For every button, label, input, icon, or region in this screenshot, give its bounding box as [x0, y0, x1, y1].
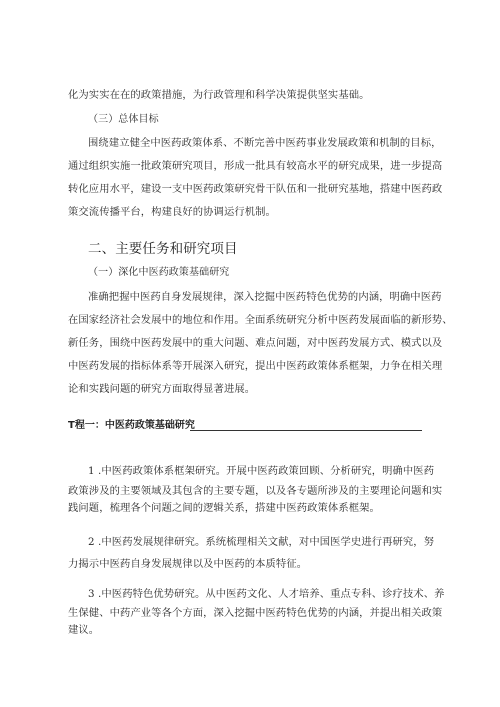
goal-line: 围绕建立健全中医药政策体系、不断完善中医药事业发展政策和机制的目标，	[88, 137, 442, 149]
project-underline	[190, 430, 422, 431]
section-3-title: （三）总体目标	[88, 114, 159, 125]
item-1-line: 1 .中医药政策体系框架研究。开展中医药政策回顾、分析研究，明确中医药	[88, 465, 435, 477]
section-heading: 二、主要任务和研究项目	[88, 241, 238, 257]
intro-tail-line: 化为实实在在的政策措施，为行政管理和科学决策提供坚实基础。	[68, 89, 370, 101]
item-3-line: 3 .中医药特色优势研究。从中医药文化、人才培养、重点专科、诊疗技术、养	[88, 588, 445, 600]
item-3-line: 生保健、中药产业等各个方面，深入挖掘中医药特色优势的内涵，并提出相关政策	[68, 607, 443, 619]
item-1-line: 践问题，梳理各个问题之间的逻辑关系，搭建中医药政策体系框架。	[68, 502, 380, 514]
body-line: 在国家经济社会发展中的地位和作用。全面系统研究分析中医药发展面临的新形势、	[68, 314, 453, 326]
item-3-line: 建议。	[68, 624, 100, 636]
item-2-line: 2 .中医药发展规律研究。系统梳理相关文献，对中国医学史进行再研究，努	[88, 536, 435, 548]
body-line: 中医药发展的指标体系等开展深入研究，提出中医药政策体系框架，力争在相关理	[68, 360, 443, 372]
body-line: 准确把握中医药自身发展规律，深入挖掘中医药特色优势的内涵，明确中医药	[88, 291, 442, 303]
body-line: 论和实践问题的研究方面取得显著进展。	[68, 383, 256, 395]
item-2-line: 力揭示中医药自身发展规律以及中医药的本质特征。	[68, 558, 308, 570]
goal-line: 通过组织实施一批政策研究项目，形成一批具有较高水平的研究成果，进一步提高	[68, 160, 443, 172]
body-line: 新任务，围绕中医药发展中的重大问题、难点问题，对中医药发展方式、模式以及	[68, 337, 443, 349]
subsection-title: （一）深化中医药政策基础研究	[88, 267, 230, 278]
project-label: T程一：中医药政策基础研究	[68, 420, 195, 431]
item-1-line: 政策涉及的主要领域及其包含的主要专题，以及各专题所涉及的主要理论问题和实	[68, 485, 443, 497]
goal-line: 转化应用水平，建设一支中医药政策研究骨干队伍和一批研究基地，搭建中医药政	[68, 183, 443, 195]
goal-line: 策交流传播平台，构建良好的协调运行机制。	[68, 206, 276, 218]
